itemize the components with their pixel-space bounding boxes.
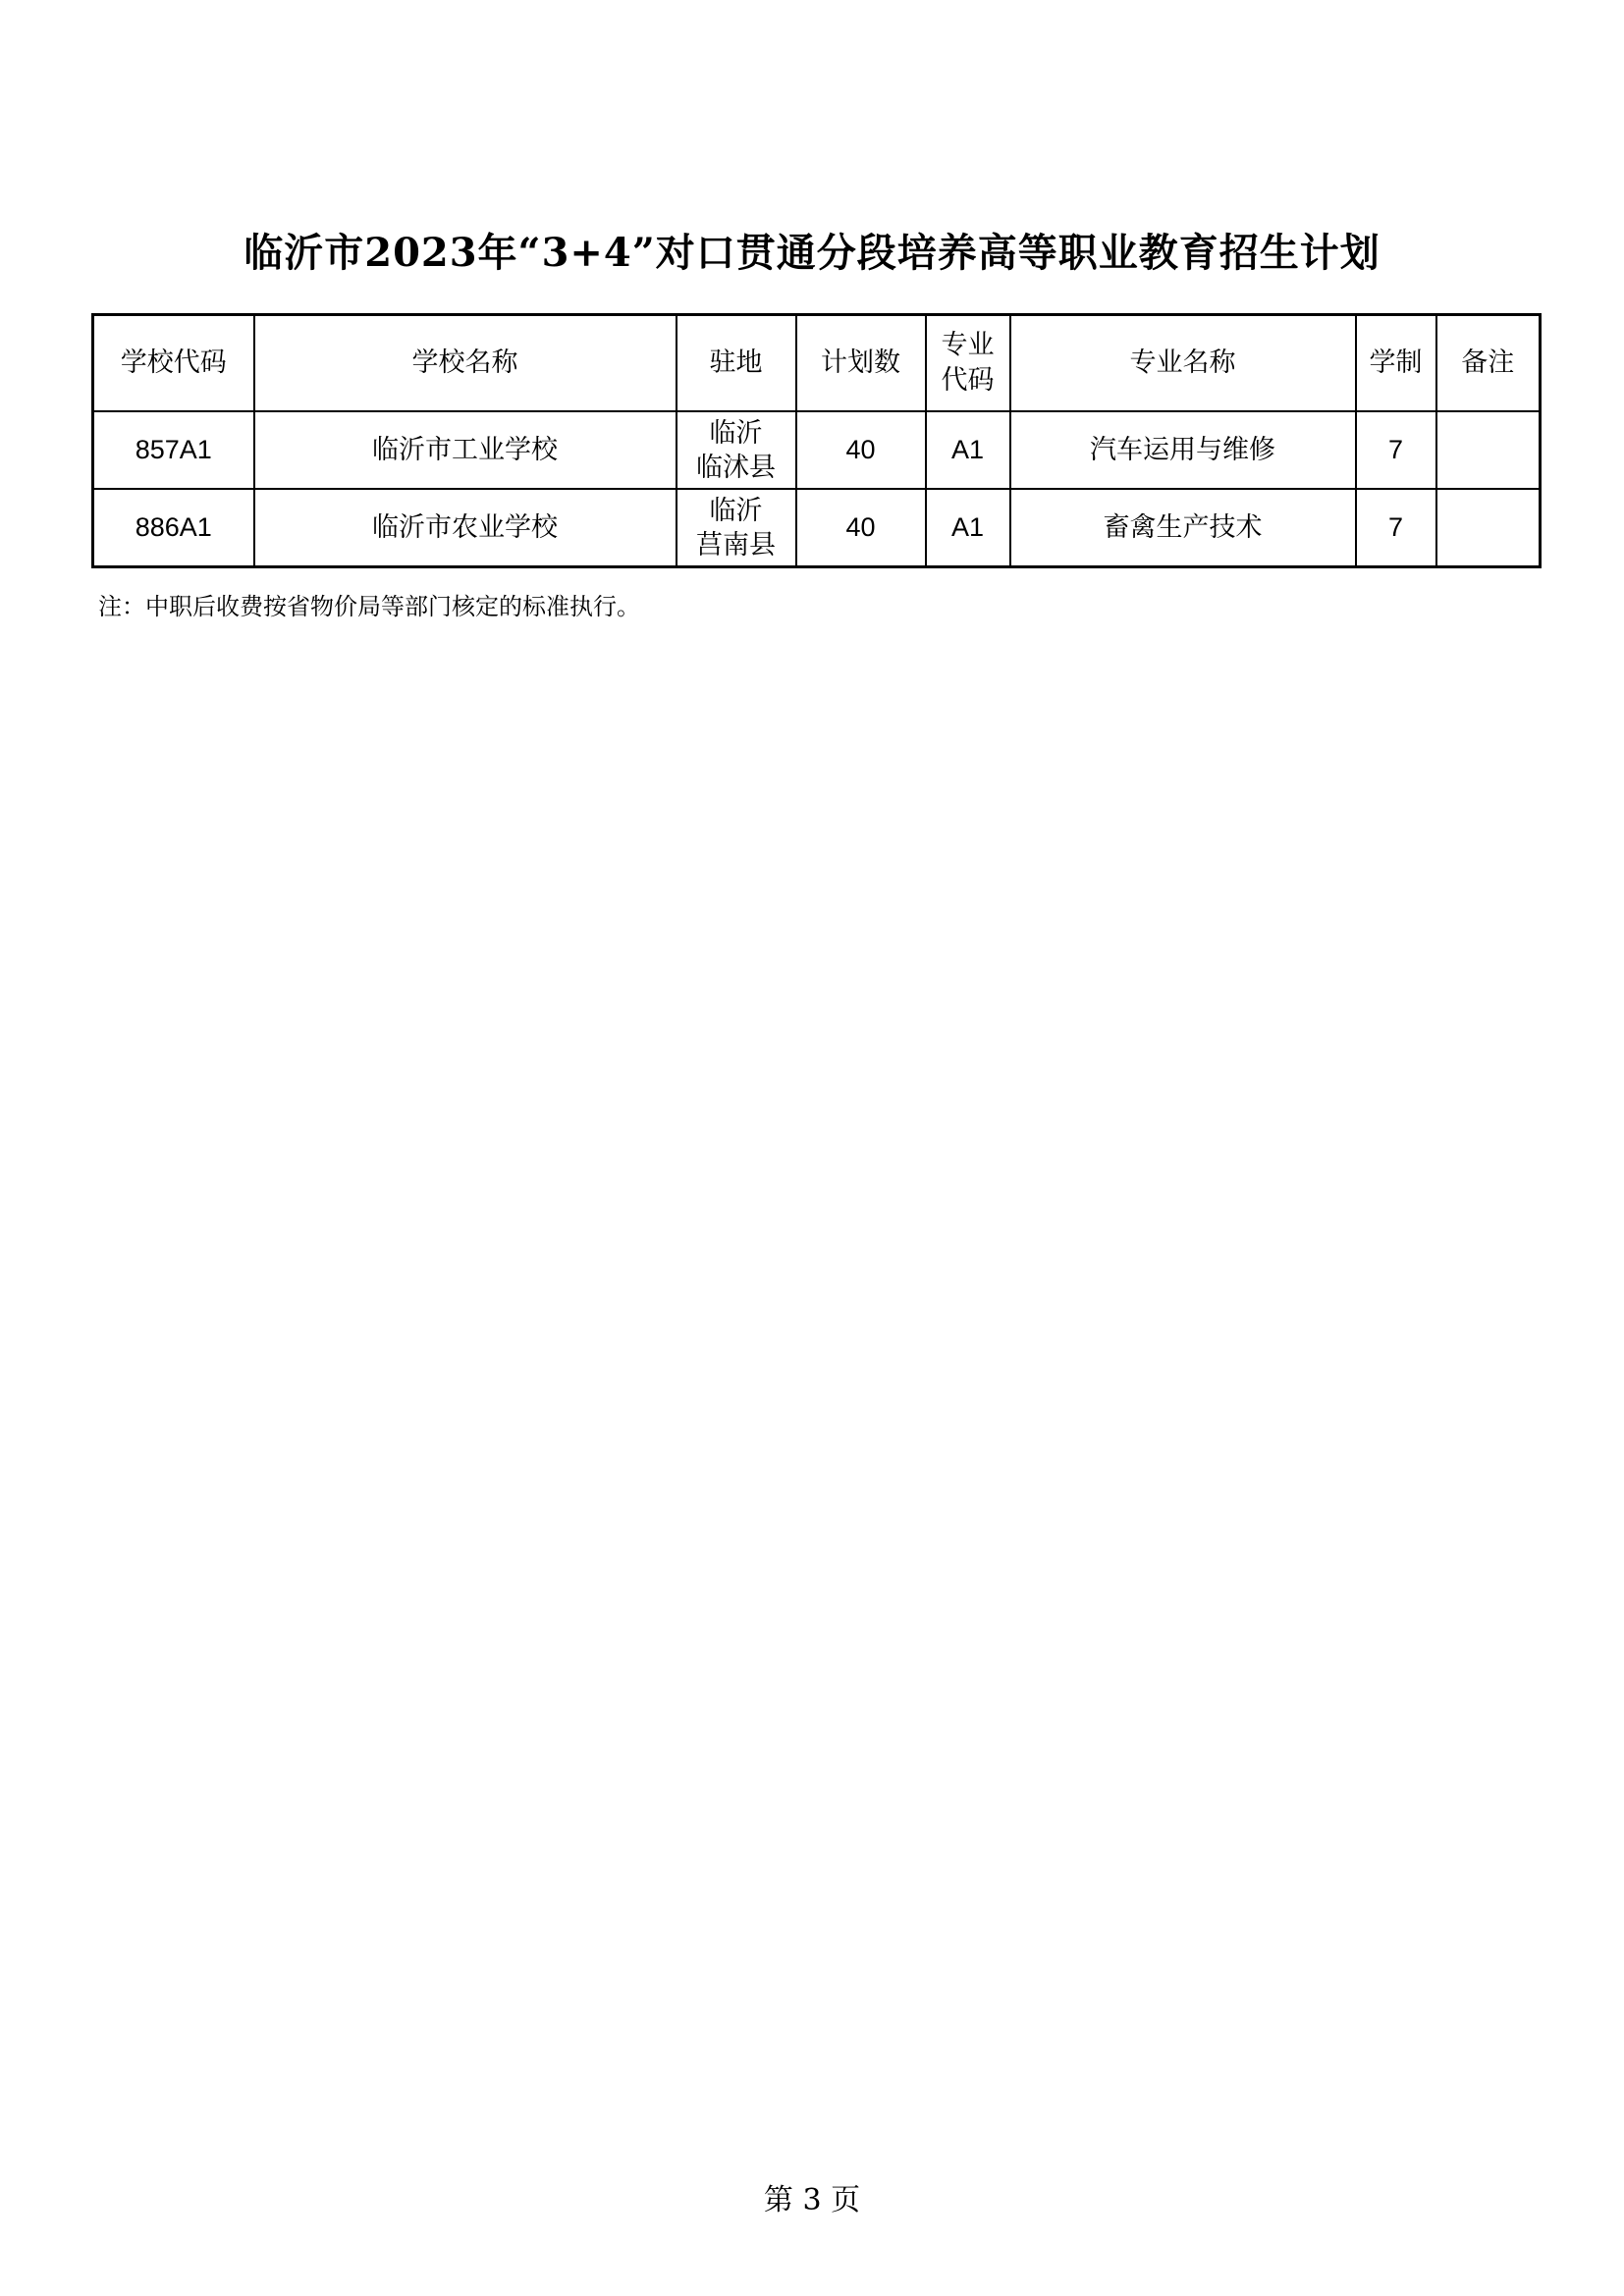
cell-school-name: 临沂市农业学校 [254,489,677,567]
cell-location-line1: 临沂 [709,495,763,526]
cell-major-code: A1 [926,411,1010,489]
cell-plan-count: 40 [796,411,926,489]
header-major-code [926,315,1010,412]
footnote: 注：中职后收费按省物价局等部门核定的标准执行。 [98,593,640,620]
cell-location-line2: 临沭县 [696,452,776,483]
header-major-name: 专业名称 [1010,315,1356,412]
cell-years: 7 [1356,411,1436,489]
header-years: 学制 [1356,315,1436,412]
document-title: 临沂市2023年“3+4”对口贯通分段培养高等职业教育招生计划 [244,230,1380,276]
header-location: 驻地 [677,315,796,412]
cell-location-line2: 莒南县 [696,529,776,561]
table-header-row [93,315,1541,412]
header-remarks: 备注 [1436,315,1541,412]
table-row [93,411,1541,489]
cell-major-name: 畜禽生产技术 [1010,489,1356,567]
cell-school-code: 857A1 [93,411,254,489]
enrollment-plan-table [91,313,1542,568]
cell-school-name: 临沂市工业学校 [254,411,677,489]
header-plan-count: 计划数 [796,315,926,412]
cell-location [677,489,796,567]
cell-school-code: 886A1 [93,489,254,567]
page-number: 第 3 页 [763,2183,861,2217]
cell-location [677,411,796,489]
header-school-code: 学校代码 [93,315,254,412]
cell-major-code: A1 [926,489,1010,567]
header-major-code-line2: 代码 [941,365,995,396]
cell-location-line1: 临沂 [709,417,763,449]
cell-remarks [1436,411,1541,489]
cell-plan-count: 40 [796,489,926,567]
table-row [93,489,1541,567]
header-major-code-line1: 专业 [941,330,995,360]
header-school-name: 学校名称 [254,315,677,412]
cell-years: 7 [1356,489,1436,567]
cell-remarks [1436,489,1541,567]
cell-major-name: 汽车运用与维修 [1010,411,1356,489]
